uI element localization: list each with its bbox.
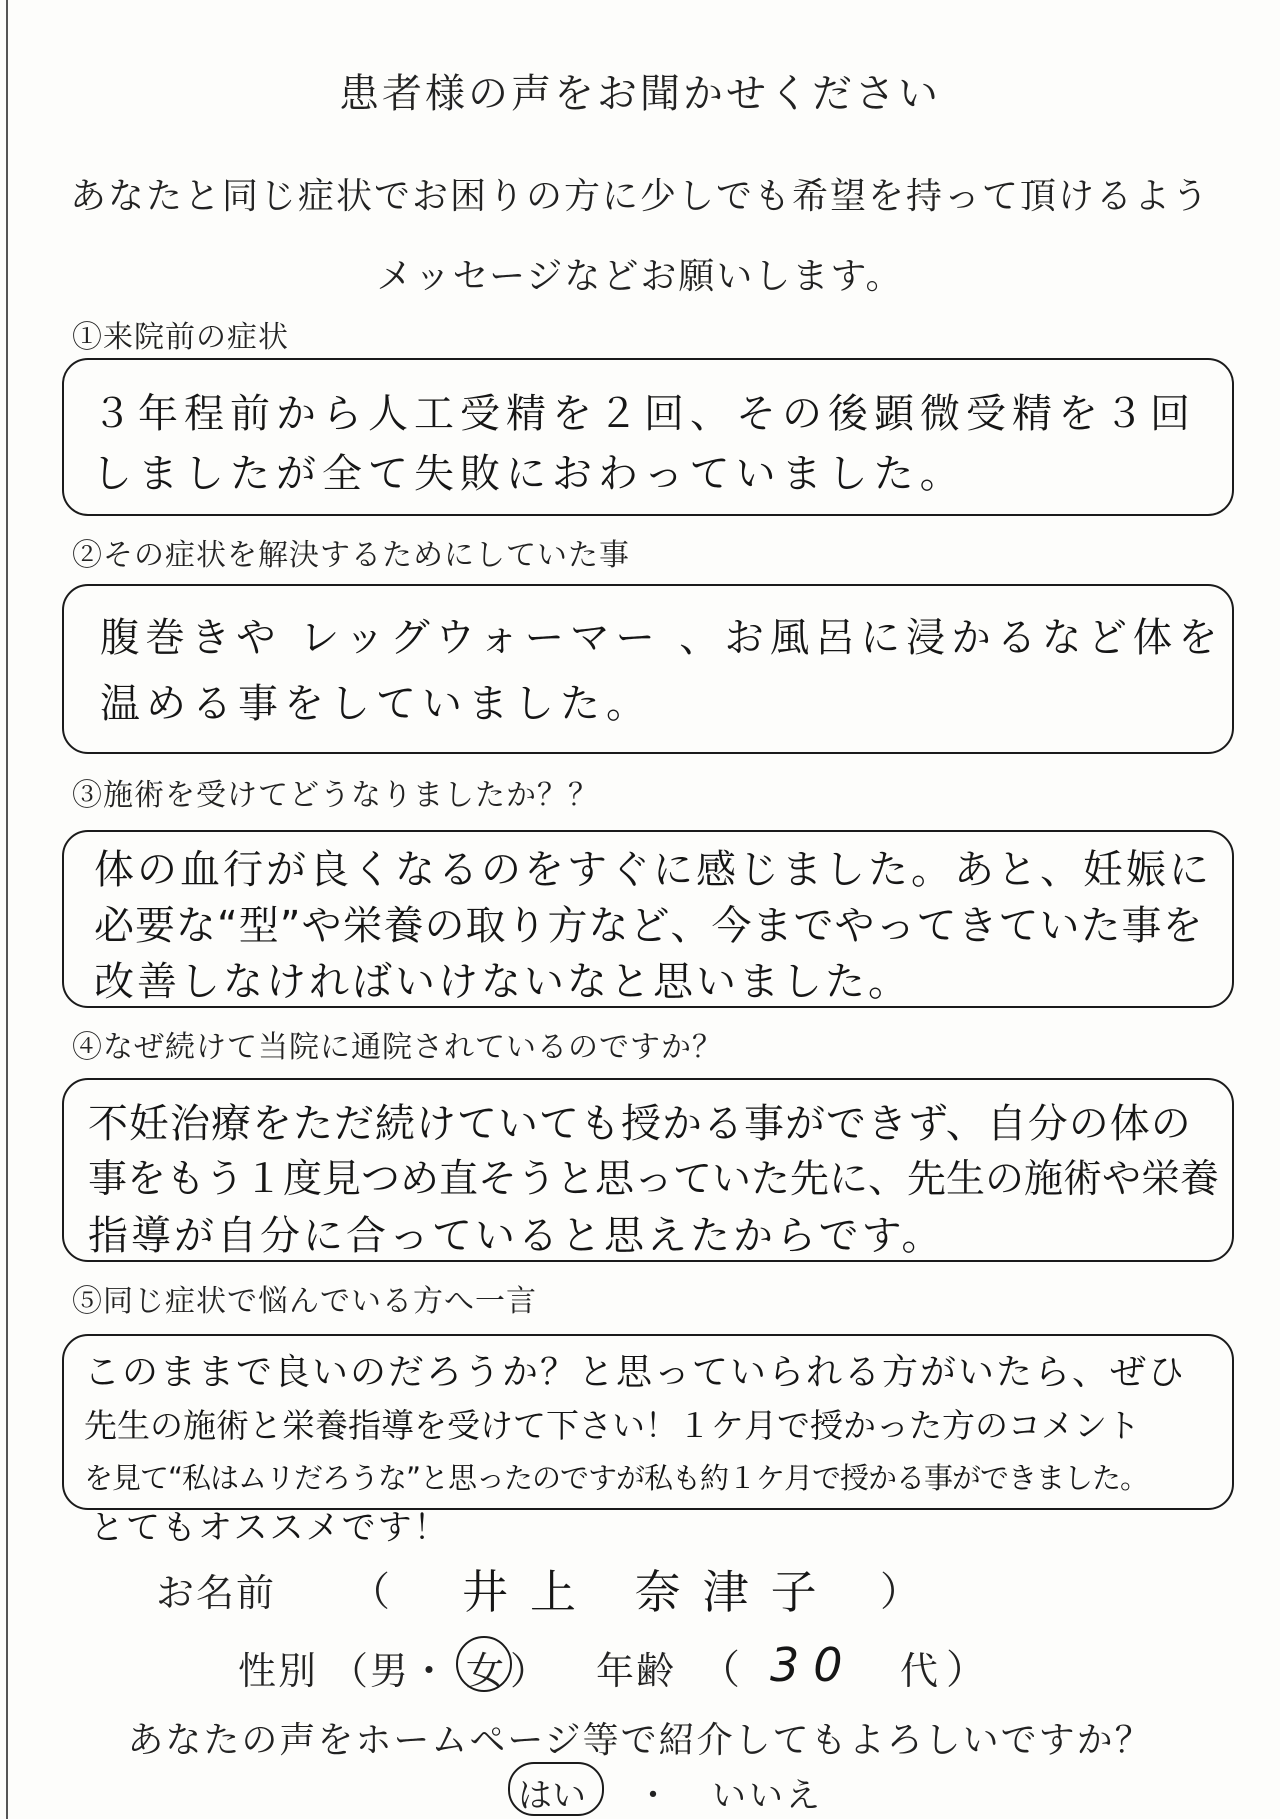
answer-1-line-2: しましたが全て失敗におわっていました。 [92, 451, 966, 497]
answer-4-line-1: 不妊治療をただ続けていても授かる事ができず、自分の体の [88, 1101, 1192, 1147]
age-paren-close: ） [946, 1647, 986, 1693]
gender-selected-circle [456, 1636, 512, 1692]
name-value: 井上 奈津子 [462, 1565, 839, 1619]
answer-box-1 [62, 358, 1234, 516]
answer-2-line-1: 腹巻きや レッグウォーマー 、お風呂に浸かるなど体を [100, 615, 1224, 661]
gender-option-male: （男・ [330, 1649, 451, 1693]
name-paren-close: ） [880, 1569, 920, 1615]
answer-1-line-1: ３年程前から人工受精を２回、その後顕微受精を３回 [92, 391, 1196, 437]
age-label: 年齢 [596, 1649, 677, 1693]
age-value: 30 [770, 1638, 857, 1692]
answer-4-line-2: 事をもう１度見つめ直そうと思っていた先に、先生の施術や栄養 [88, 1157, 1220, 1202]
answer-4-line-3: 指導が自分に合っていると思えたからです。 [88, 1213, 945, 1259]
name-paren-open: （ [350, 1569, 390, 1615]
answer-3-line-3: 改善しなければいけないなと思いました。 [94, 959, 911, 1005]
answer-box-4 [62, 1078, 1234, 1262]
name-label: お名前 [156, 1571, 277, 1615]
age-suffix: 代 [900, 1649, 941, 1693]
answer-2-line-2: 温める事をしていました。 [100, 681, 652, 727]
gender-paren-close: ） [510, 1649, 551, 1693]
answer-box-2 [62, 584, 1234, 754]
answer-5-line-1: このままで良いのだろうか？と思っていられる方がいたら、ぜひ [84, 1352, 1187, 1393]
intro-line-2: メッセージなどお願いします。 [376, 256, 904, 297]
answer-box-5 [62, 1334, 1234, 1510]
intro-line-1: あなたと同じ症状でお困りの方に少しでも希望を持って頂けるよう [69, 176, 1210, 217]
answer-5-line-4: とてもオススメです！ [90, 1508, 450, 1548]
gender-label: 性別 [238, 1649, 319, 1693]
consent-selected-circle [508, 1762, 604, 1816]
answer-3-line-1: 体の血行が良くなるのをすぐに感じました。あと、妊娠に [94, 847, 1212, 893]
consent-yes: はい [518, 1776, 586, 1816]
question-2-label: ②その症状を解決するためにしていた事 [72, 538, 630, 573]
age-paren-open: （ [700, 1647, 740, 1693]
question-3-label: ③施術を受けてどうなりましたか？？ [72, 778, 599, 813]
consent-question: あなたの声をホームページ等で紹介してもよろしいですか？ [127, 1720, 1153, 1761]
answer-5-line-3: を見て“私はムリだろうな”と思ったのですが私も約１ケ月で授かる事ができました。 [84, 1461, 1149, 1495]
consent-separator: ・ [636, 1776, 670, 1816]
answer-box-3 [62, 830, 1234, 1008]
question-4-label: ④なぜ続けて当院に通院されているのですか？ [72, 1030, 723, 1065]
gender-option-female: 女 [466, 1649, 507, 1693]
form-title: 患者様の声をお聞かせください [339, 71, 941, 117]
consent-no: いいえ [712, 1776, 823, 1816]
question-5-label: ⑤同じ症状で悩んでいる方へ一言 [72, 1284, 537, 1319]
question-1-label: ①来院前の症状 [72, 320, 289, 355]
answer-3-line-2: 必要な“型”や栄養の取り方など、今までやってきていた事を [94, 903, 1204, 949]
answer-5-line-2: 先生の施術と栄養指導を受けて下さい！１ケ月で授かった方のコメント [84, 1406, 1140, 1445]
